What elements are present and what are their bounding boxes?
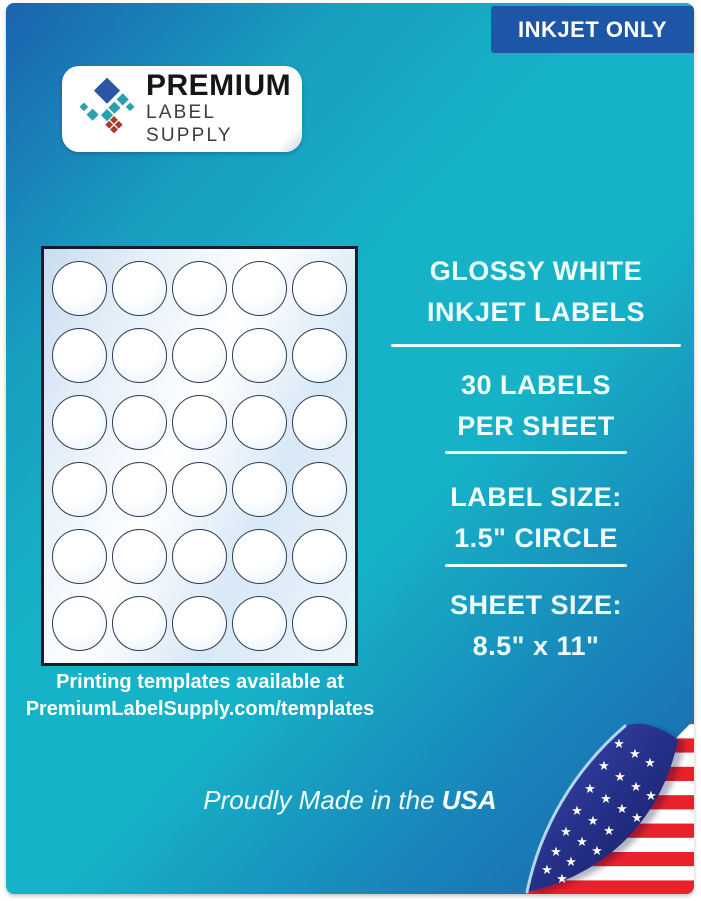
svg-text:★: ★ [541, 863, 553, 878]
label-circle [172, 529, 227, 584]
spec-sheet-size-line2: 8.5" x 11" [472, 631, 600, 661]
svg-text:★: ★ [571, 804, 583, 819]
svg-text:★: ★ [565, 855, 577, 870]
label-circle [52, 596, 107, 651]
svg-text:★: ★ [614, 770, 626, 785]
svg-text:★: ★ [629, 747, 641, 762]
spec-sheet-size-line1: SHEET SIZE: [449, 590, 623, 620]
label-circle [172, 328, 227, 383]
divider [391, 344, 681, 347]
label-circle [292, 395, 347, 450]
spec-count-line2: PER SHEET [457, 411, 615, 441]
divider [445, 564, 627, 567]
template-note [14, 669, 386, 723]
label-circle [112, 462, 167, 517]
label-circle [52, 395, 107, 450]
brand-name: PREMIUM [146, 69, 292, 102]
svg-text:★: ★ [645, 789, 657, 804]
spec-label-size [384, 477, 688, 559]
svg-text:★: ★ [598, 759, 610, 774]
label-circle [112, 395, 167, 450]
label-circle [292, 462, 347, 517]
background-card [6, 3, 694, 894]
label-circle [232, 462, 287, 517]
svg-text:★: ★ [644, 756, 656, 771]
label-circle [232, 261, 287, 316]
spec-label-count [384, 365, 688, 447]
inkjet-only-badge [491, 6, 694, 53]
label-circle [292, 596, 347, 651]
svg-text:★: ★ [576, 835, 588, 850]
label-circle [292, 328, 347, 383]
spec-count-line1: 30 LABELS [460, 370, 612, 400]
template-note-line1: Printing templates available at [56, 671, 344, 693]
brand-text [146, 71, 302, 147]
label-circle [232, 328, 287, 383]
template-note-line2: PremiumLabelSupply.com/templates [25, 698, 375, 720]
inkjet-only-label: INKJET ONLY [518, 16, 667, 42]
us-flag-page-curl-icon [522, 710, 694, 894]
label-sheet-grid [44, 249, 355, 663]
label-circle [232, 395, 287, 450]
label-circle [112, 328, 167, 383]
label-sheet-preview [41, 246, 358, 666]
label-circle [52, 328, 107, 383]
svg-text:★: ★ [631, 811, 643, 826]
label-circle [292, 261, 347, 316]
label-circle [112, 529, 167, 584]
svg-text:★: ★ [584, 782, 596, 797]
svg-text:★: ★ [630, 780, 642, 795]
label-circle [232, 596, 287, 651]
label-circle [172, 261, 227, 316]
svg-text:★: ★ [587, 814, 599, 829]
svg-text:★: ★ [560, 825, 572, 840]
spec-label-size-line2: 1.5" CIRCLE [454, 523, 618, 553]
svg-text:★: ★ [591, 844, 603, 859]
label-circle [232, 529, 287, 584]
footer-prefix: Proudly Made in the [203, 785, 435, 815]
label-circle [172, 596, 227, 651]
brand-diamond-logo-icon [70, 72, 144, 146]
brand-logo-sticker [62, 66, 302, 152]
footer-usa: USA [441, 785, 497, 815]
label-circle [52, 261, 107, 316]
svg-text:★: ★ [550, 845, 562, 860]
svg-text:★: ★ [556, 872, 568, 887]
label-circle [292, 529, 347, 584]
brand-subname: LABEL SUPPLY [146, 102, 233, 146]
label-circle [172, 462, 227, 517]
spec-product-line1: GLOSSY WHITE [429, 256, 643, 286]
label-circle [52, 529, 107, 584]
spec-sheet-size [384, 585, 688, 667]
spec-product-line2: INKJET LABELS [426, 297, 646, 327]
svg-text:★: ★ [603, 824, 615, 839]
svg-text:★: ★ [613, 737, 625, 752]
label-circle [112, 261, 167, 316]
svg-text:★: ★ [616, 802, 628, 817]
spec-label-size-line1: LABEL SIZE: [450, 482, 622, 512]
divider [445, 451, 627, 454]
svg-text:★: ★ [600, 792, 612, 807]
spec-product-title [384, 251, 688, 333]
label-circle [112, 596, 167, 651]
label-circle [52, 462, 107, 517]
label-circle [172, 395, 227, 450]
